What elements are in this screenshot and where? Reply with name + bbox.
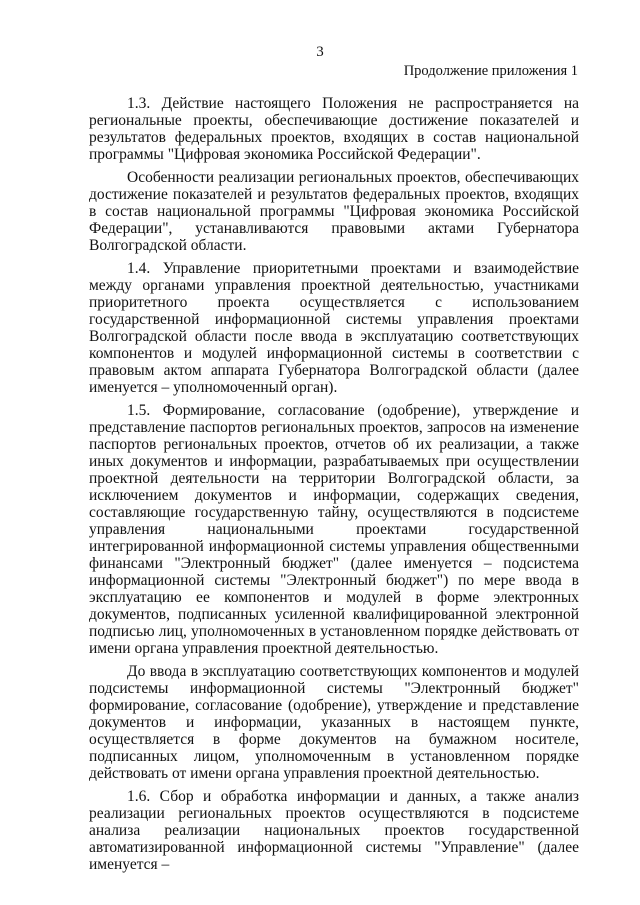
document-body — [89, 95, 579, 879]
paragraph-1-6: 1.6. Сбор и обработка информации и данных, а также анализ реализации региональных проектов осуществляются в подсистеме анализа реализации национальных проектов государственной автоматизированной информационной системы "Управление" (далее именуется – — [89, 788, 579, 873]
paragraph-1-5: 1.5. Формирование, согласование (одобрение), утверждение и представление паспортов региональных проектов, запросов на изменение паспортов региональных проектов, отчетов об их реализации, а также иных документов и информации, разрабатываемых при осуществлении проектной деятельности на территории Волгоградской области, за исключением документов и информации, содержащих сведения, составляющие государственную тайну, осуществляются в подсистеме управления национальными проектами государственной интегрированной информационной системы управления общественными финансами "Электронный бюджет" (далее именуется – подсистема информационной системы "Электронный бюджет") по мере ввода в эксплуатацию ее компонентов и модулей в форме электронных документов, подписанных усиленной квалифицированной электронной подписью лиц, уполномоченных в установленном порядке действовать от имени органа управления проектной деятельностью. — [89, 402, 579, 657]
paragraph-1-3-features: Особенности реализации региональных проектов, обеспечивающих достижение показателей и результатов федеральных проектов, входящих в состав национальной программы "Цифровая экономика Российской Федерации", устанавливаются правовыми актами Губернатора Волгоградской области. — [89, 169, 579, 254]
paragraph-1-5-before-commissioning: До ввода в эксплуатацию соответствующих компонентов и модулей подсистемы информационной системы "Электронный бюджет" формирование, согласование (одобрение), утверждение и представление документов и информации, указанных в настоящем пункте, осуществляется в форме документов на бумажном носителе, подписанных лицом, уполномоченным в установленном порядке действовать от имени органа управления проектной деятельностью. — [89, 663, 579, 782]
paragraph-1-3: 1.3. Действие настоящего Положения не распространяется на региональные проекты, обеспечивающие достижение показателей и результатов федеральных проектов, входящих в состав национальной программы "Цифровая экономика Российской Федерации". — [89, 95, 579, 163]
page-number: 3 — [316, 44, 324, 60]
paragraph-1-4: 1.4. Управление приоритетными проектами и взаимодействие между органами управления проектной деятельностью, участниками приоритетного проекта осуществляется с использованием государственной информационной системы управления проектами Волгоградской области после ввода в эксплуатацию соответствующих компонентов и модулей информационной системы в соответствии с правовым актом аппарата Губернатора Волгоградской области (далее именуется – уполномоченный орган). — [89, 260, 579, 396]
continuation-header: Продолжение приложения 1 — [403, 63, 578, 79]
